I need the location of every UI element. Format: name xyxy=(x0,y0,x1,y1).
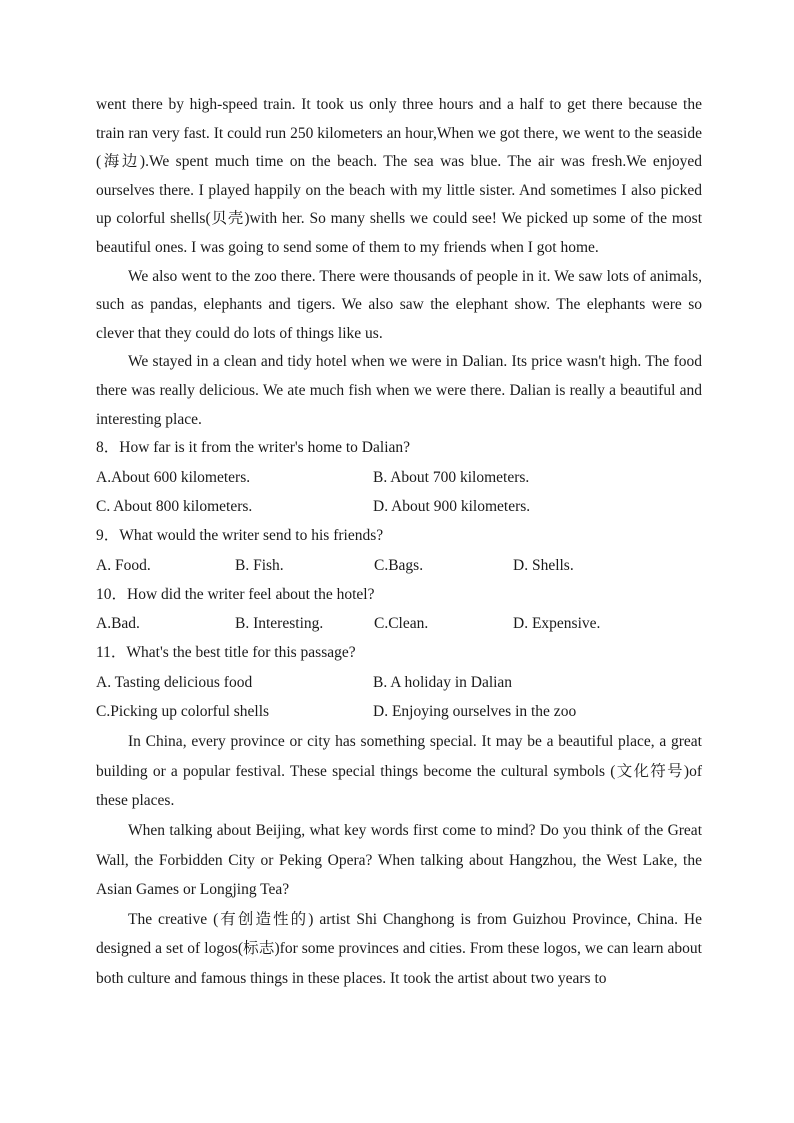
option-a: A. Tasting delicious food xyxy=(96,673,253,691)
question-stem: 10．How did the writer feel about the hotel? xyxy=(96,585,375,603)
option-c: C.Bags. xyxy=(374,556,424,574)
answer-options xyxy=(96,493,702,522)
option-d: D. Expensive. xyxy=(513,615,601,633)
answer-options xyxy=(96,464,702,493)
option-d: D. Enjoying ourselves in the zoo xyxy=(373,703,577,721)
question-stem: 9．What would the writer send to his friends? xyxy=(96,527,384,544)
question-8 xyxy=(96,434,702,522)
question-10 xyxy=(96,581,702,640)
answer-options xyxy=(96,552,702,581)
answer-options xyxy=(96,669,702,698)
option-a: A.About 600 kilometers. xyxy=(96,468,251,486)
option-b: B. Interesting. xyxy=(235,615,324,633)
answer-options xyxy=(96,610,702,639)
passage1-paragraph-2: We also went to the zoo there. There were thousands of people in it. We saw lots of animals, such as pandas, elephants and tigers. We also saw the elephant show. The elephants were so clever that they could do lots of things like us. xyxy=(96,267,702,342)
question-9 xyxy=(96,522,702,581)
option-d: D. About 900 kilometers. xyxy=(373,497,531,515)
option-b: B. Fish. xyxy=(235,556,284,574)
question-11 xyxy=(96,639,702,727)
passage2-paragraph-1: In China, every province or city has something special. It may be a beautiful place, a great building or a popular festival. These special things become the cultural symbols (文化符号)of these places. xyxy=(96,733,702,810)
passage2-paragraph-3: The creative (有创造性的) artist Shi Changhong is from Guizhou Province, China. He designed a set of logos(标志)for some provinces and cities. From these logos, we can learn about both culture and famous things in these places. It took the artist about two years to xyxy=(96,910,702,987)
option-b: B. A holiday in Dalian xyxy=(373,673,513,691)
option-d: D. Shells. xyxy=(513,556,574,574)
question-stem: 8．How far is it from the writer's home to Dalian? xyxy=(96,439,411,457)
passage1-paragraph-1: went there by high-speed train. It took us only three hours and a half to get there because the train ran very fast. It could run 250 kilometers an hour,When we got there, we went to the seaside (海边).We spent much time on the beach. The sea was blue. The air was fresh.We enjoyed ourselves there. I played happily on the beach with my little sister. And sometimes I also picked up colorful shells(贝壳)with her. So many shells we could see! We picked up some of the most beautiful ones. I was going to send some of them to my friends when I got home. xyxy=(96,96,702,256)
passage2-paragraph-2: When talking about Beijing, what key words first come to mind? Do you think of the Great Wall, the Forbidden City or Peking Opera? When talking about Hangzhou, the West Lake, the Asian Games or Longjing Tea? xyxy=(96,822,702,899)
answer-options xyxy=(96,698,702,727)
document-page xyxy=(96,91,702,994)
option-c: C. About 800 kilometers. xyxy=(96,497,253,515)
option-c: C.Clean. xyxy=(374,615,429,633)
option-b: B. About 700 kilometers. xyxy=(373,468,530,486)
option-c: C.Picking up colorful shells xyxy=(96,703,270,721)
question-stem: 11．What's the best title for this passage? xyxy=(96,644,356,662)
option-a: A.Bad. xyxy=(96,615,140,633)
option-a: A. Food. xyxy=(96,556,151,574)
passage1-paragraph-3: We stayed in a clean and tidy hotel when we were in Dalian. Its price wasn't high. The food there was really delicious. We ate much fish when we were there. Dalian is really a beautiful and interesting place. xyxy=(96,353,702,428)
